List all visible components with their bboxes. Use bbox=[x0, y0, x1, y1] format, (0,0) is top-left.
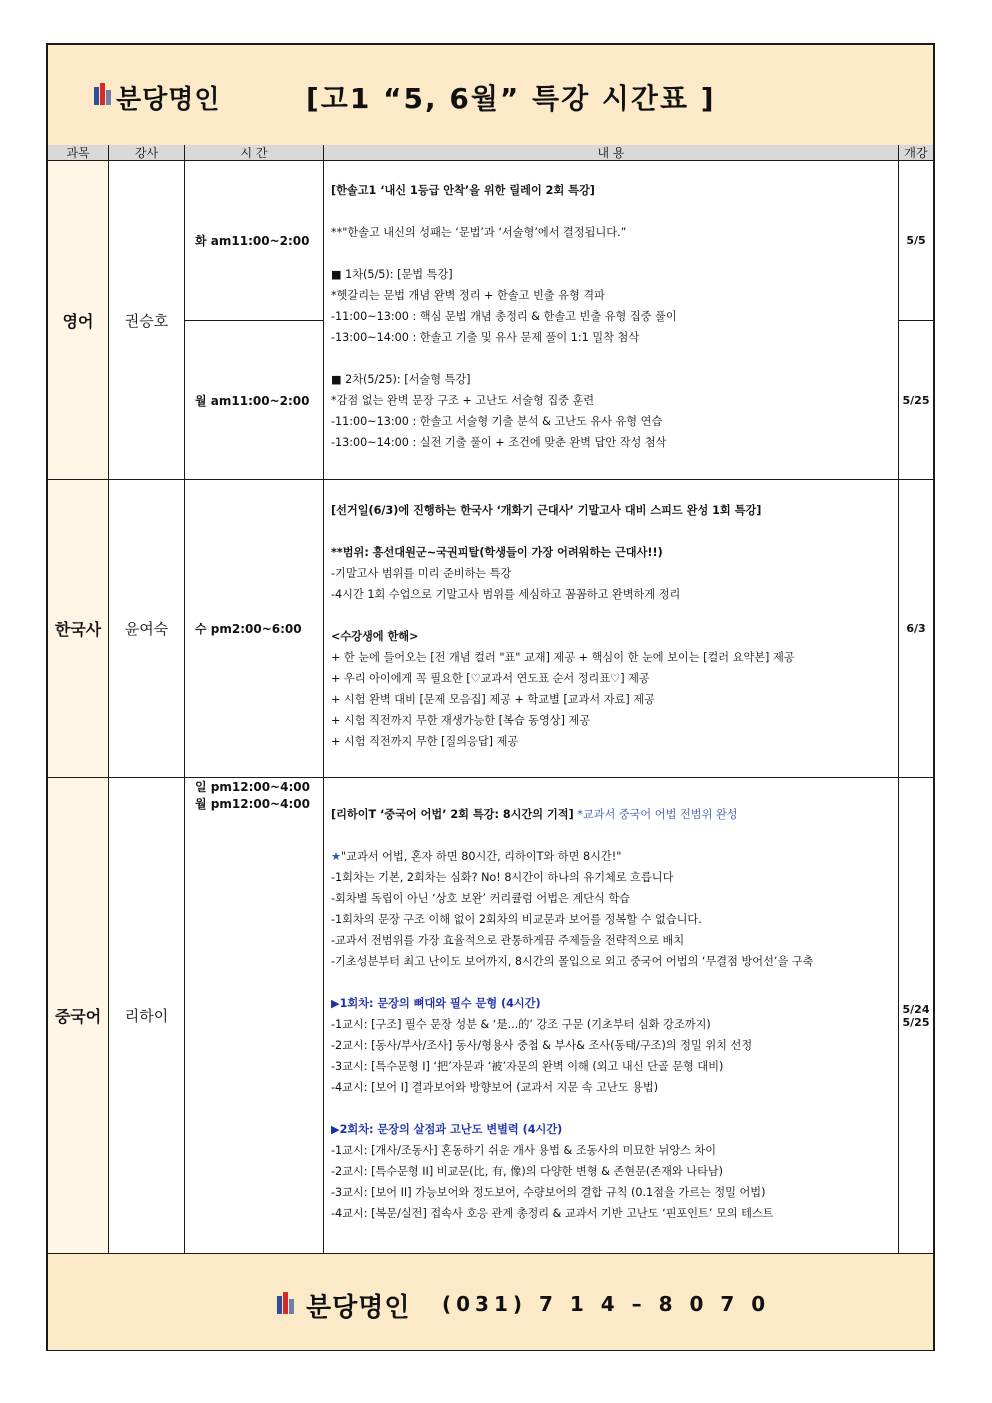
content-line: -교과서 전범위를 가장 효율적으로 관통하게끔 주제들을 전략적으로 배치 bbox=[331, 934, 685, 947]
content-line: -13:00~14:00 : 한솔고 기출 및 유사 문제 풀이 1:1 밀착 첨삭 bbox=[331, 331, 640, 344]
content-line: -기말고사 범위를 미리 준비하는 특강 bbox=[331, 567, 512, 580]
content-line: -2교시: [동사/부사/조사] 동사/형용사 중첩 & 부사& 조사(동태/구조)의 정밀 위치 선정 bbox=[331, 1039, 753, 1052]
content-chinese bbox=[331, 804, 813, 1224]
content-line: -4교시: [복문/실전] 접속사 호응 관계 총정리 & 교과서 기반 고난도 ‘핀포인트’ 모의 테스트 bbox=[331, 1207, 774, 1220]
content-line: + 시험 직전까지 무한 [질의응답] 제공 bbox=[331, 735, 519, 748]
teacher-english: 권승호 bbox=[124, 311, 169, 330]
content-line: -기초성분부터 최고 난이도 보어까지, 8시간의 몰입으로 외고 중국어 어법의 ‘무결점 방어선’을 구축 bbox=[331, 955, 814, 968]
subject-english: 영어 bbox=[48, 161, 108, 479]
content-line: **"한솔고 내신의 성패는 ‘문법’과 ‘서술형’에서 결정됩니다.” bbox=[331, 226, 627, 239]
content-line: -회차별 독립이 아닌 ‘상호 보완’ 커리큘럼 어법은 계단식 학습 bbox=[331, 892, 630, 905]
open-korean-history: 6/3 bbox=[906, 622, 926, 635]
content-english bbox=[331, 180, 677, 453]
open-english-1: 5/5 bbox=[906, 234, 926, 247]
timetable-frame bbox=[46, 43, 935, 1351]
col-content: 내 용 bbox=[324, 145, 898, 161]
content-line: -1교시: [구조] 필수 문장 성분 & ‘是...的’ 강조 구문 (기초부터 심화 강조까지) bbox=[331, 1018, 711, 1031]
page-header bbox=[48, 45, 933, 146]
session1-title: ▶1회차: 문장의 뼈대와 필수 문형 (4시간) bbox=[331, 997, 541, 1010]
content-line: *감점 없는 완벽 문장 구조 + 고난도 서술형 집중 훈련 bbox=[331, 394, 595, 407]
time-chinese-1: 일 pm12:00~4:00 bbox=[195, 780, 310, 794]
content-title-note: *교과서 중국어 어법 전범위 완성 bbox=[577, 808, 738, 821]
content-line: -1회차는 기본, 2회차는 심화? No! 8시간이 하나의 유기체로 흐릅니다 bbox=[331, 871, 674, 884]
subject-korean-history: 한국사 bbox=[48, 480, 108, 777]
page-footer bbox=[48, 1253, 933, 1350]
content-line: -11:00~13:00 : 핵심 문법 개념 총정리 & 한솔고 빈출 유형 집중 풀이 bbox=[331, 310, 677, 323]
content-line: + 시험 완벽 대비 [문제 모음집] 제공 + 학교별 [교과서 자료] 제공 bbox=[331, 693, 655, 706]
content-line: -3교시: [특수문형 I] ‘把’자문과 ‘被’자문의 완벽 이해 (외고 내신 단골 문형 대비) bbox=[331, 1060, 724, 1073]
footer-brand: 분당명인 bbox=[306, 1293, 411, 1323]
subject-chinese: 중국어 bbox=[48, 778, 108, 1253]
content-line: -1교시: [개사/조동사] 혼동하기 쉬운 개사 용법 & 조동사의 미묘한 뉘앙스 차이 bbox=[331, 1144, 717, 1157]
time-korean-history: 수 pm2:00~6:00 bbox=[195, 622, 302, 636]
content-line: ■ 1차(5/5): [문법 특강] bbox=[331, 268, 453, 281]
open-chinese-1: 5/24 bbox=[902, 1002, 930, 1016]
content-line: <수강생에 한해> bbox=[331, 630, 419, 643]
teacher-chinese: 리하이 bbox=[124, 1007, 169, 1025]
time-english-2: 월 am11:00~2:00 bbox=[195, 393, 310, 408]
teacher-korean-history: 윤여숙 bbox=[124, 620, 169, 638]
star-icon: ★ bbox=[331, 850, 342, 863]
logo-icon bbox=[94, 83, 111, 105]
col-subject: 과목 bbox=[48, 145, 108, 161]
content-line: [한솔고1 ‘내신 1등급 안착’을 위한 릴레이 2회 특강] bbox=[331, 184, 595, 197]
header-brand: 분당명인 bbox=[116, 85, 221, 115]
content-title: [리하이T ‘중국어 어법’ 2회 특강: 8시간의 기적] bbox=[331, 808, 574, 821]
content-line: -2교시: [특수문형 II] 비교문(比, 有, 像)의 다양한 변형 & 존현문(존재와 나타남) bbox=[331, 1165, 724, 1178]
content-line: ■ 2차(5/25): [서술형 특강] bbox=[331, 373, 471, 386]
page-title: [고1 “5, 6월” 특강 시간표 ] bbox=[306, 82, 716, 115]
grid-line bbox=[323, 145, 324, 1253]
open-english-2: 5/25 bbox=[902, 393, 930, 407]
content-line: -11:00~13:00 : 한솔고 서술형 기출 분석 & 고난도 유사 유형 연습 bbox=[331, 415, 663, 428]
content-line: *헷갈리는 문법 개념 완벽 정리 + 한솔고 빈출 유형 격파 bbox=[331, 289, 605, 302]
content-line: "교과서 어법, 혼자 하면 80시간, 리하이T와 하면 8시간!" bbox=[341, 850, 622, 863]
content-line: -13:00~14:00 : 실전 기출 풀이 + 조건에 맞춘 완벽 답안 작성 첨삭 bbox=[331, 436, 667, 449]
time-chinese bbox=[185, 778, 323, 1253]
time-english-1: 화 am11:00~2:00 bbox=[195, 234, 310, 248]
content-line: **범위: 흥선대원군~국권피탈(학생들이 가장 어려워하는 근대사!!) bbox=[331, 546, 663, 559]
content-line: -3교시: [보어 II] 가능보어와 정도보어, 수량보어의 결합 규칙 (0.1점을 가르는 정밀 어법) bbox=[331, 1186, 766, 1199]
content-line: + 시험 직전까지 무한 재생가능한 [복습 동영상] 제공 bbox=[331, 714, 591, 727]
content-line: [선거일(6/3)에 진행하는 한국사 ‘개화기 근대사’ 기말고사 대비 스피드 완성 1회 특강] bbox=[331, 504, 762, 517]
content-line: -1회차의 문장 구조 이해 없이 2회차의 비교문과 보어를 정복할 수 없습니다. bbox=[331, 913, 702, 926]
col-teacher: 강사 bbox=[109, 145, 184, 161]
logo-icon bbox=[277, 1292, 294, 1314]
col-time: 시 간 bbox=[185, 145, 323, 161]
time-chinese-2: 월 pm12:00~4:00 bbox=[195, 797, 310, 811]
content-line: -4교시: [보어 I] 결과보어와 방향보어 (교과서 지문 속 고난도 용법) bbox=[331, 1081, 659, 1094]
session2-title: ▶2회차: 문장의 살점과 고난도 변별력 (4시간) bbox=[331, 1123, 563, 1136]
content-korean-history bbox=[331, 500, 795, 752]
col-open: 개강 bbox=[899, 145, 933, 161]
phone-number: (031) 7 1 4 – 8 0 7 0 bbox=[442, 1292, 771, 1316]
content-line: + 우리 아이에게 꼭 필요한 [♡교과서 연도표 순서 정리표♡] 제공 bbox=[331, 672, 650, 685]
content-line: + 한 눈에 들어오는 [전 개념 컬러 "표" 교재] 제공 + 핵심이 한 눈에 보이는 [컬러 요약본] 제공 bbox=[331, 651, 795, 664]
open-chinese-2: 5/25 bbox=[902, 1015, 930, 1029]
content-line: -4시간 1회 수업으로 기말고사 범위를 세심하고 꼼꼼하고 완벽하게 정리 bbox=[331, 588, 681, 601]
open-chinese bbox=[899, 778, 933, 1253]
